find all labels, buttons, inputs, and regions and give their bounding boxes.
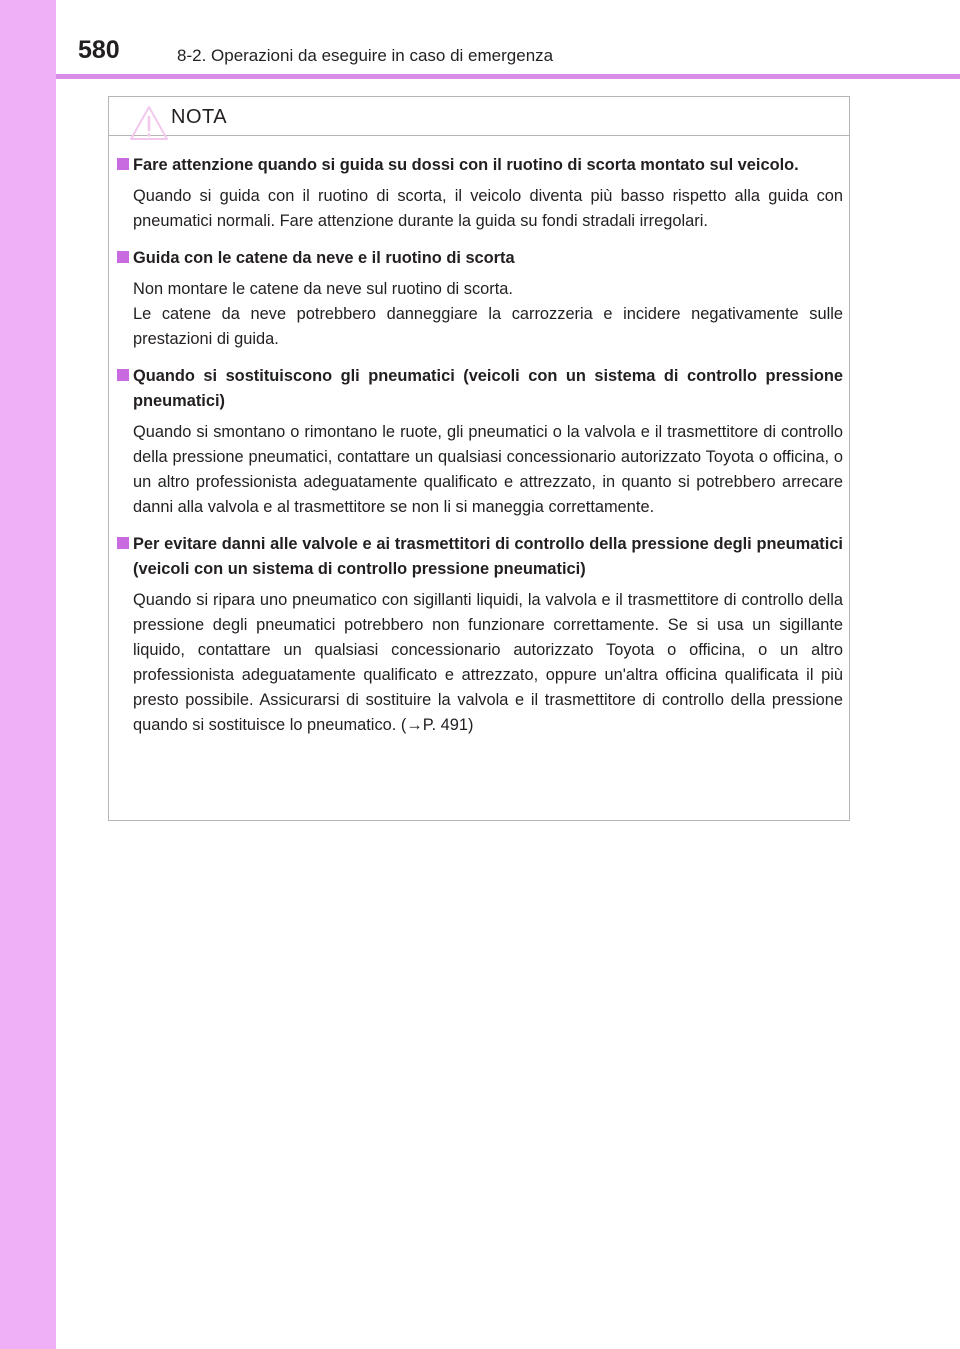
square-bullet-icon: [117, 369, 129, 381]
note-item-title-text: Fare attenzione quando si guida su dossi con il ruotino di scorta montato sul veicolo.: [133, 156, 799, 174]
note-item-body: [117, 184, 843, 234]
note-item-title: [117, 364, 843, 414]
page-number: 580: [78, 36, 120, 64]
note-item-paragraph: Quando si ripara uno pneumatico con sigillanti liquidi, la valvola e il trasmettitore di controllo della pressione degli pneumatici potrebbero non funzionare correttamente. Se si usa un sigillante liquido, contattare un qualsiasi concessionario autorizzato Toyota o officina, o un altro professionista adeguatamente qualificato e attrezzato, oppure un'altra officina qualificata il più presto possibile. Assicurarsi di sostituire la valvola e il trasmettitore di controllo della pressione quando si sostituisce lo pneumatico. (→P. 491): [133, 591, 843, 734]
note-item: [117, 532, 843, 738]
note-item-paragraph: Non montare le catene da neve sul ruotino di scorta.: [133, 280, 513, 298]
note-item-paragraph: Le catene da neve potrebbero danneggiare la carrozzeria e incidere negativamente sulle prestazioni di guida.: [133, 305, 843, 348]
note-box: [108, 96, 850, 821]
square-bullet-icon: [117, 158, 129, 170]
note-item-title: [117, 532, 843, 582]
note-item-paragraph: Quando si smontano o rimontano le ruote, gli pneumatici o la valvola e il trasmettitore di controllo della pressione pneumatici, contattare un qualsiasi concessionario autorizzato Toyota o officina, o un altro professionista adeguatamente qualificato e attrezzato, in quanto si potrebbero arrecare danni alla valvola e al trasmettitore se non li si maneggia correttamente.: [133, 423, 843, 516]
note-item: [117, 364, 843, 520]
side-color-band: [0, 0, 56, 1349]
section-title: 8-2. Operazioni da eseguire in caso di emergenza: [177, 46, 554, 65]
note-item-title-text: Per evitare danni alle valvole e ai trasmettitori di controllo della pressione degli pneumatici (veicoli con un sistema di controllo pressione pneumatici): [133, 535, 843, 578]
note-item-title-text: Guida con le catene da neve e il ruotino di scorta: [133, 249, 515, 267]
note-item-body: [117, 588, 843, 738]
note-item-title: [117, 153, 843, 178]
note-item-title-text: Quando si sostituiscono gli pneumatici (veicoli con un sistema di controllo pressione pneumatici): [133, 367, 843, 410]
warning-triangle-icon: [129, 105, 169, 141]
square-bullet-icon: [117, 251, 129, 263]
note-item-title: [117, 246, 843, 271]
note-content: [117, 153, 843, 750]
note-item-body: [117, 420, 843, 520]
square-bullet-icon: [117, 537, 129, 549]
header-rule: [56, 74, 960, 79]
note-header: [109, 97, 849, 136]
note-item: [117, 246, 843, 352]
note-item: [117, 153, 843, 234]
note-item-paragraph: Quando si guida con il ruotino di scorta, il veicolo diventa più basso rispetto alla guida con pneumatici normali. Fare attenzione durante la guida su fondi stradali irregolari.: [133, 187, 843, 230]
note-title: NOTA: [171, 106, 228, 128]
note-item-body: [117, 277, 843, 352]
